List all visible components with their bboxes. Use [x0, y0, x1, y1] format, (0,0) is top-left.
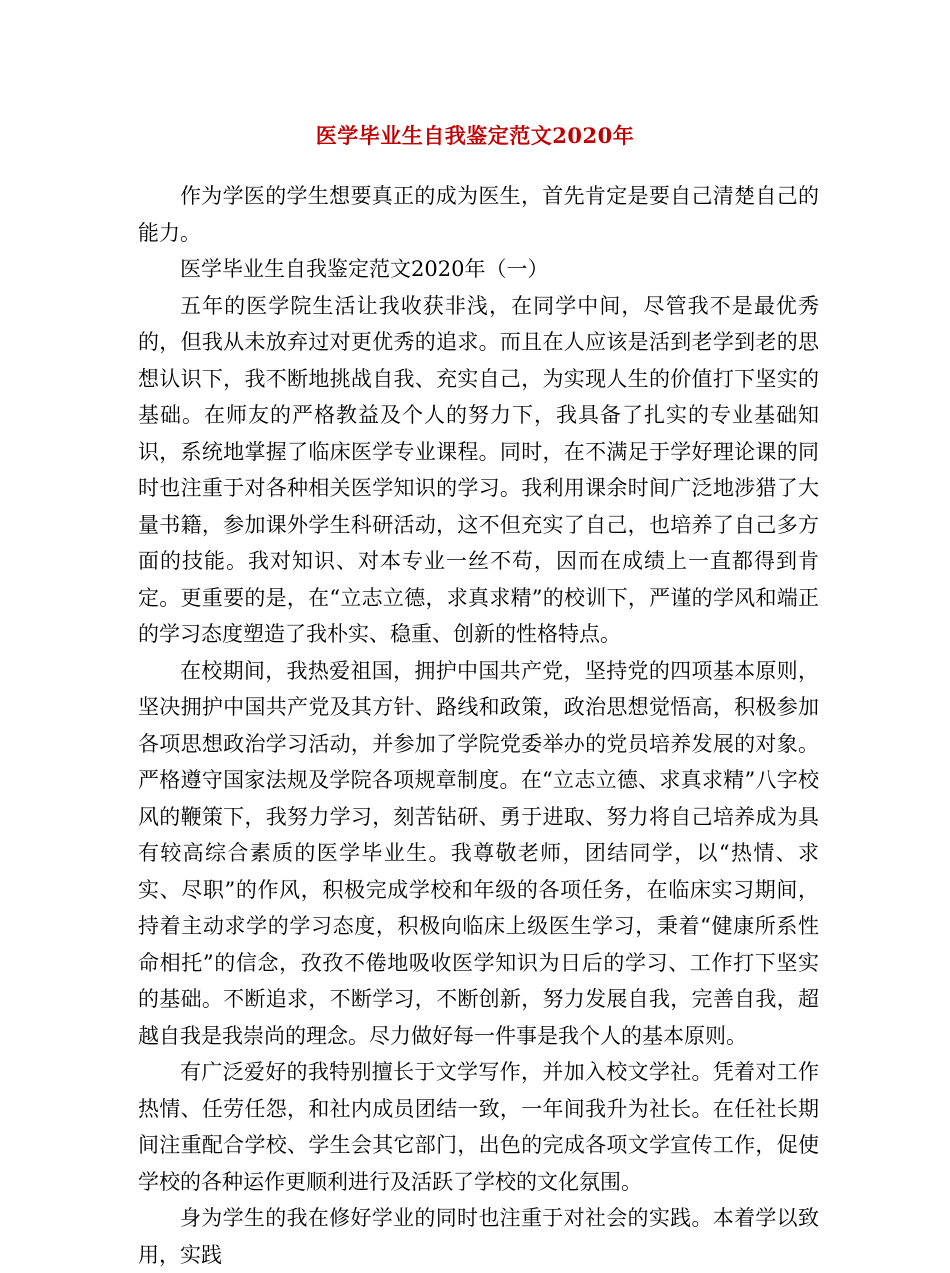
paragraph-subheading: 医学毕业生自我鉴定范文2020年（一） [180, 257, 549, 281]
paragraph-literature: 有广泛爱好的我特别擅长于文学写作，并加入校文学社。凭着对工作热情、任劳任怨，和社内成员团结一致，一年间我升为社长。在任社长期间注重配合学校、学生会其它部门，出色的完成各项文学宣传工作，促使学校的各种运作更顺利进行及活跃了学校的文化氛围。 [138, 1060, 819, 1194]
page-title: 医学毕业生自我鉴定范文2020年 [315, 123, 635, 148]
document-body [138, 178, 819, 1273]
paragraph-political: 在校期间，我热爱祖国，拥护中国共产党，坚持党的四项基本原则，坚决拥护中国共产党及其方针、路线和政策，政治思想觉悟高，积极参加各项思想政治学习活动，并参加了学院党委举办的党员培养发展的对象。严格遵守国家法规及学院各项规章制度。在“立志立德、求真求精”八字校风的鞭策下，我努力学习，刻苦钻研、勇于进取、努力将自己培养成为具有较高综合素质的医学毕业生。我尊敬老师，团结同学，以“热情、求实、尽职”的作风，积极完成学校和年级的各项任务，在临床实习期间，持着主动求学的学习态度，积极向临床上级医生学习，秉着“健康所系性命相托”的信念，孜孜不倦地吸收医学知识为日后的学习、工作打下坚实的基础。不断追求，不断学习，不断创新，努力发展自我，完善自我，超越自我是我崇尚的理念。尽力做好每一件事是我个人的基本原则。 [138, 658, 819, 1048]
paragraph-study: 五年的医学院生活让我收获非浅，在同学中间，尽管我不是最优秀的，但我从未放弃过对更优秀的追求。而且在人应该是活到老学到老的思想认识下，我不断地挑战自我、充实自己，为实现人生的价值打下坚实的基础。在师友的严格教益及个人的努力下，我具备了扎实的专业基础知识，系统地掌握了临床医学专业课程。同时，在不满足于学好理论课的同时也注重于对各种相关医学知识的学习。我利用课余时间广泛地涉猎了大量书籍，参加课外学生科研活动，这不但充实了自己，也培养了自己多方面的技能。我对知识、对本专业一丝不苟，因而在成绩上一直都得到肯定。更重要的是，在“立志立德，求真求精”的校训下，严谨的学风和端正的学习态度塑造了我朴实、稳重、创新的性格特点。 [138, 293, 819, 646]
paragraph-practice: 身为学生的我在修好学业的同时也注重于对社会的实践。本着学以致用，实践 [138, 1206, 819, 1267]
paragraph-intro: 作为学医的学生想要真正的成为医生，首先肯定是要自己清楚自己的能力。 [138, 184, 819, 245]
